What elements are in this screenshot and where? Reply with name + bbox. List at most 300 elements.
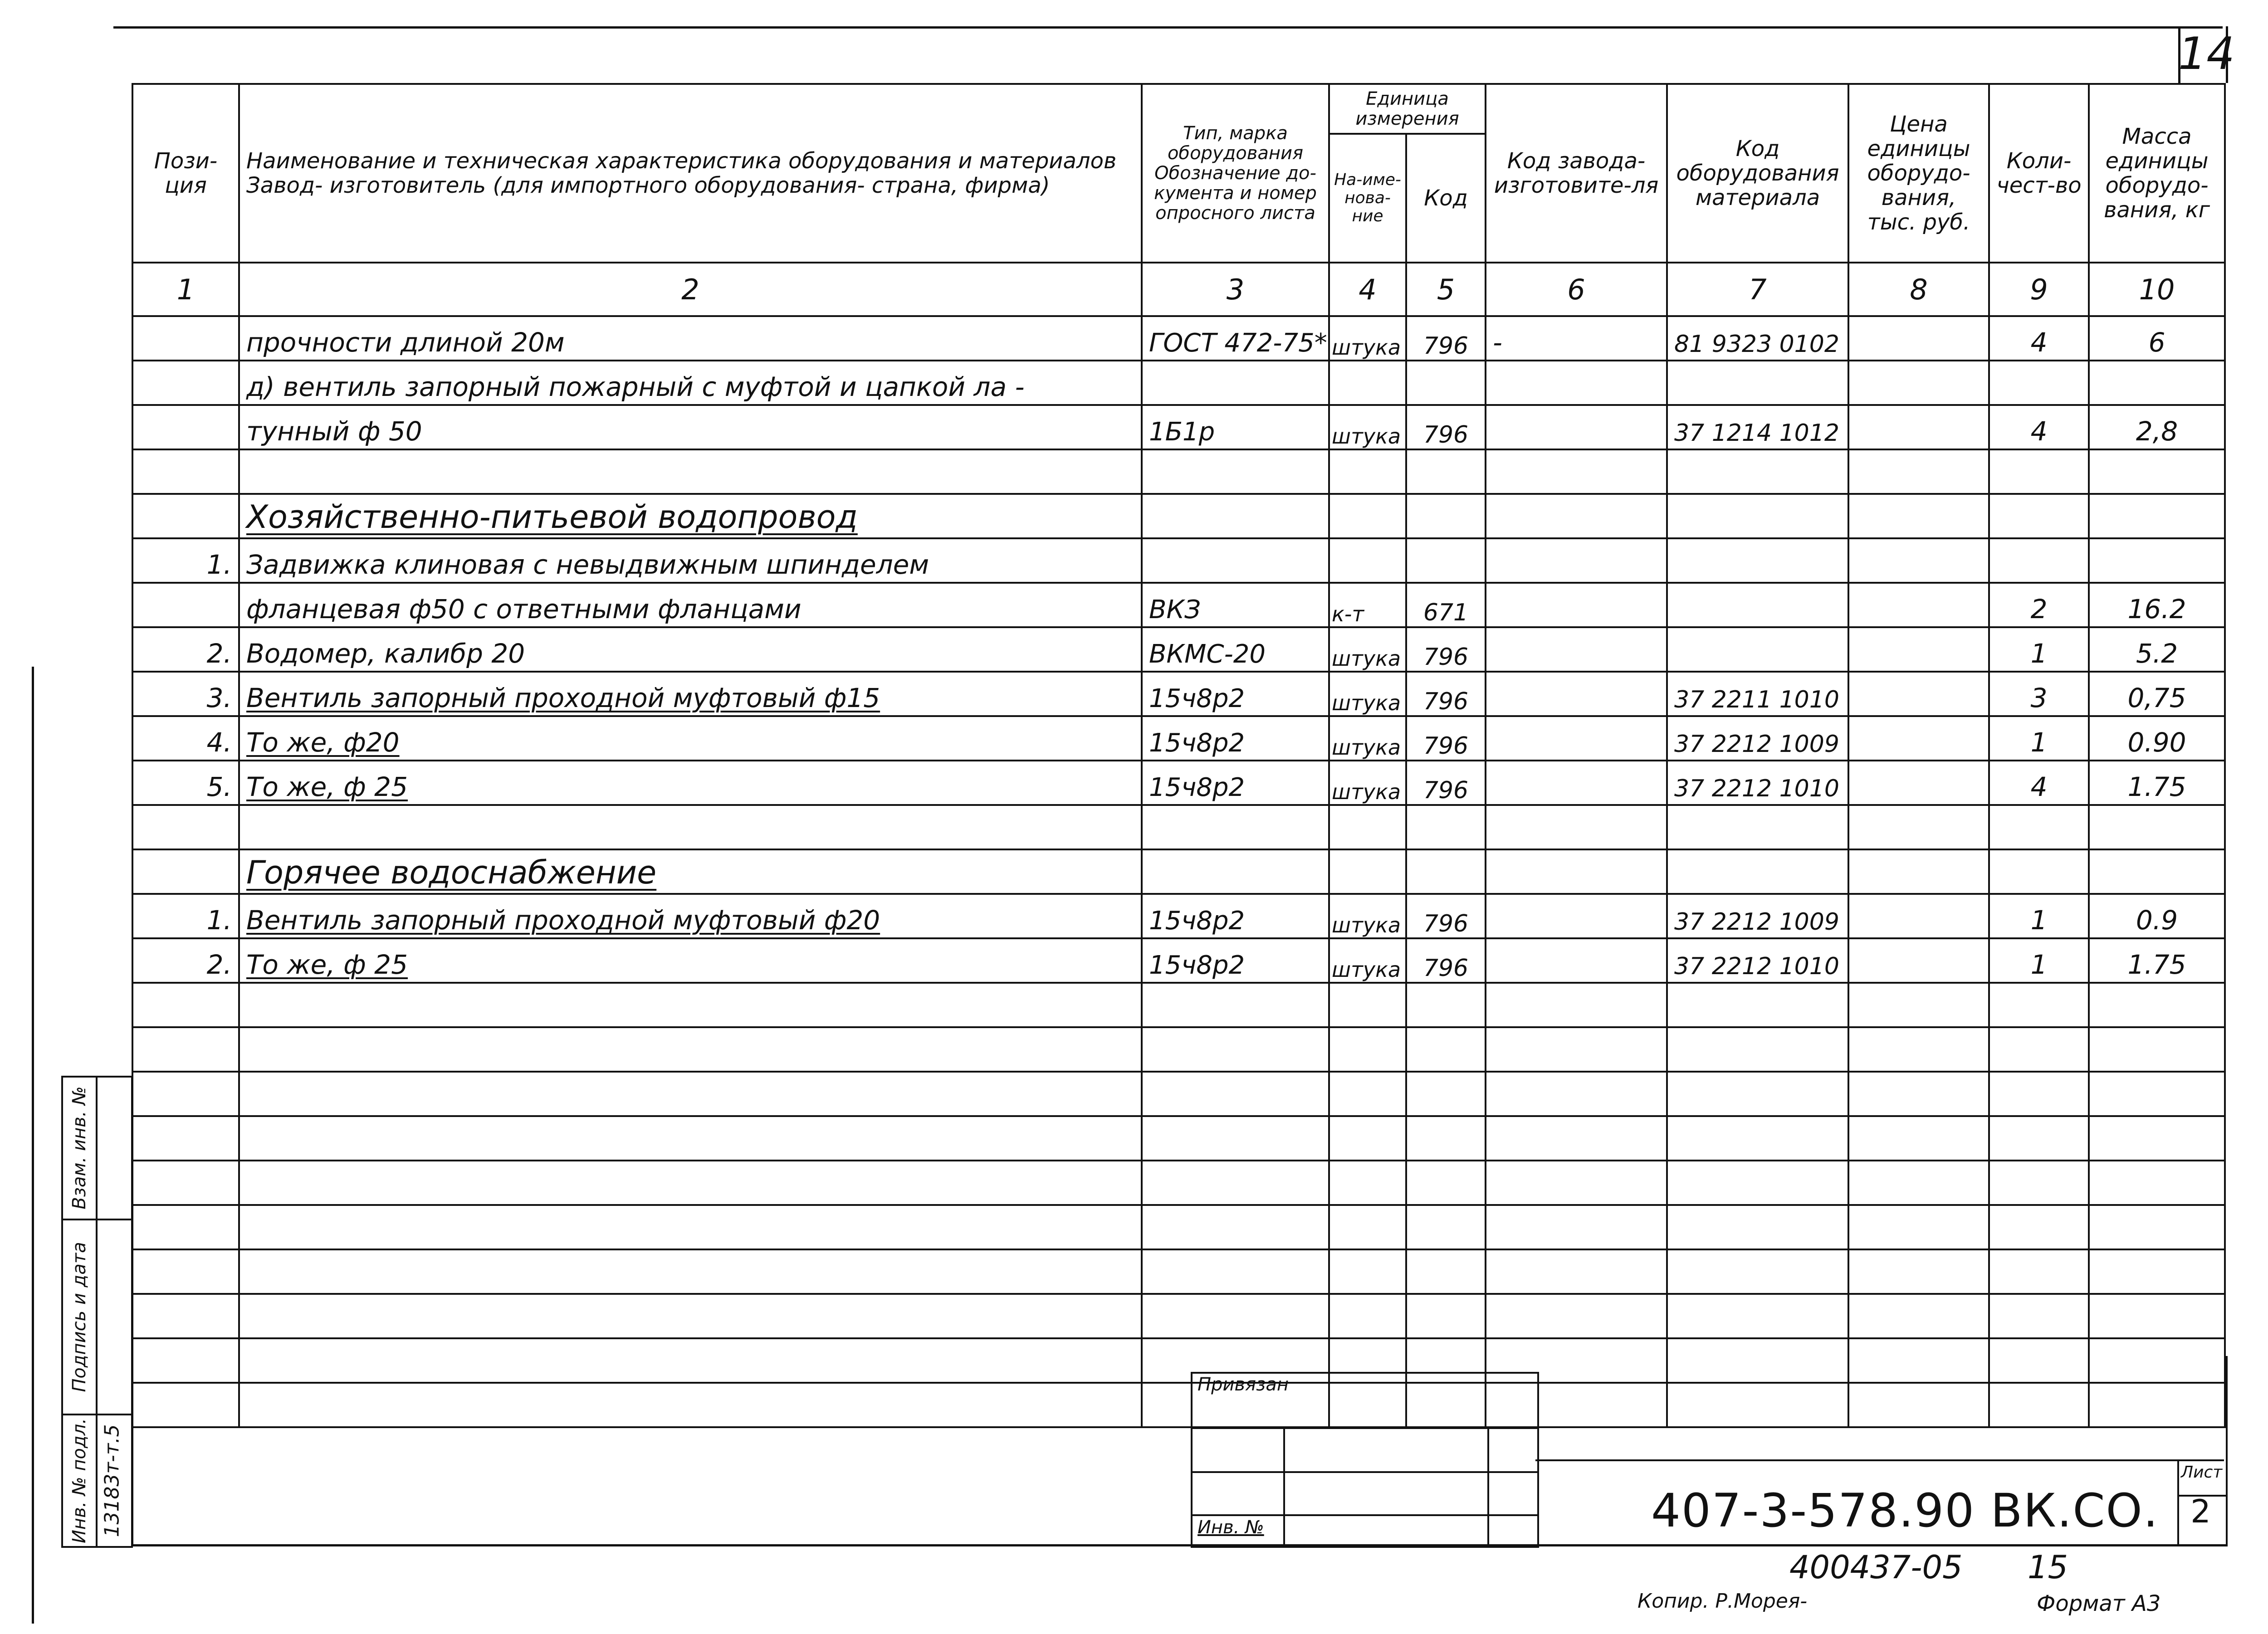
header-plant-code: Код завода-изготовите-ля <box>1486 84 1667 263</box>
qty-cell <box>1989 1116 2089 1161</box>
column-number-8: 8 <box>1848 263 1989 316</box>
price-cell <box>1848 316 1989 361</box>
specification-body <box>132 316 2225 1427</box>
plant-code-cell <box>1486 672 1667 716</box>
position-cell <box>132 405 239 449</box>
plant-code-cell <box>1486 627 1667 672</box>
plant-code-cell <box>1486 805 1667 849</box>
position-cell <box>132 1205 239 1249</box>
stamp-swap-label: Взам. инв. № <box>69 1086 90 1210</box>
plant-code-cell <box>1486 1294 1667 1338</box>
equip-code-cell <box>1667 983 1848 1027</box>
stamp-inv-cell <box>63 1414 131 1546</box>
equip-code-cell <box>1667 1205 1848 1249</box>
sheet-number: 14 <box>2178 28 2235 80</box>
name-cell: тунный ф 50 <box>239 405 1142 449</box>
unit-code-cell <box>1406 494 1486 538</box>
name-cell <box>239 1072 1142 1116</box>
mass-cell: 16.2 <box>2089 583 2225 627</box>
equip-code-cell <box>1667 538 1848 583</box>
item-name: То же, ф 25 <box>246 771 408 802</box>
table-row <box>132 938 2225 983</box>
price-cell <box>1848 538 1989 583</box>
plant-code-cell <box>1486 361 1667 405</box>
unit-name-cell: штука <box>1329 716 1406 761</box>
table-row <box>132 894 2225 938</box>
mark-cell <box>1142 805 1329 849</box>
mark-cell <box>1142 361 1329 405</box>
stamp-sign-label: Подпись и дата <box>69 1242 90 1392</box>
unit-name-cell <box>1329 1294 1406 1338</box>
privyazan-label: Привязан <box>1198 1374 1289 1395</box>
price-cell <box>1848 805 1989 849</box>
name-cell: фланцевая ф50 с ответными фланцами <box>239 583 1142 627</box>
qty-cell <box>1989 1072 2089 1116</box>
name-cell <box>239 716 1142 761</box>
stamp-swap-cell <box>63 1078 131 1219</box>
mark-cell <box>1142 849 1329 894</box>
unit-name-cell <box>1329 1161 1406 1205</box>
plant-code-cell <box>1486 716 1667 761</box>
name-cell <box>239 938 1142 983</box>
unit-code-cell <box>1406 1205 1486 1249</box>
unit-name-cell <box>1329 983 1406 1027</box>
name-cell <box>239 449 1142 494</box>
position-cell <box>132 583 239 627</box>
header-equip-code: Код оборудования материала <box>1667 84 1848 263</box>
table-row <box>132 627 2225 672</box>
header-unit-group: Единица измерения <box>1329 84 1486 134</box>
equip-code-cell: 81 9323 0102 <box>1667 316 1848 361</box>
mark-cell: ГОСТ 472-75* <box>1142 316 1329 361</box>
unit-code-cell <box>1406 538 1486 583</box>
item-name: То же, ф20 <box>246 727 400 758</box>
mass-cell <box>2089 1249 2225 1294</box>
page-number: 15 <box>2028 1549 2068 1586</box>
mass-cell <box>2089 1205 2225 1249</box>
column-number-2: 2 <box>239 263 1142 316</box>
table-row <box>132 1027 2225 1072</box>
unit-name-cell: штука <box>1329 316 1406 361</box>
qty-cell <box>1989 1161 2089 1205</box>
table-row <box>132 1116 2225 1161</box>
header-name-line2: Завод- изготовитель (для импортного оборудования- страна, фирма) <box>246 173 1050 198</box>
name-cell <box>239 494 1142 538</box>
mass-cell <box>2089 849 2225 894</box>
mark-cell <box>1142 1205 1329 1249</box>
table-row <box>132 1249 2225 1294</box>
table-row <box>132 849 2225 894</box>
price-cell <box>1848 494 1989 538</box>
header-unit-name: На-име-нова-ние <box>1329 134 1406 263</box>
mark-cell <box>1142 538 1329 583</box>
unit-name-cell <box>1329 1027 1406 1072</box>
plant-code-cell <box>1486 538 1667 583</box>
table-row <box>132 805 2225 849</box>
qty-cell <box>1989 449 2089 494</box>
unit-code-cell <box>1406 1161 1486 1205</box>
mass-cell: 0,75 <box>2089 672 2225 716</box>
price-cell <box>1848 405 1989 449</box>
stamp-sign-cell <box>63 1219 131 1414</box>
unit-name-cell: штука <box>1329 672 1406 716</box>
equip-code-cell <box>1667 627 1848 672</box>
column-number-row <box>132 263 2225 316</box>
unit-name-cell: штука <box>1329 405 1406 449</box>
equip-code-cell: 37 2211 1010 <box>1667 672 1848 716</box>
mass-cell <box>2089 538 2225 583</box>
equip-code-cell <box>1667 449 1848 494</box>
header-unit-code: Код <box>1406 134 1486 263</box>
table-row <box>132 538 2225 583</box>
price-cell <box>1848 672 1989 716</box>
mark-cell: 15ч8р2 <box>1142 672 1329 716</box>
column-number-3: 3 <box>1142 263 1329 316</box>
qty-cell: 4 <box>1989 761 2089 805</box>
price-cell <box>1848 449 1989 494</box>
equip-code-cell: 37 1214 1012 <box>1667 405 1848 449</box>
mark-cell <box>1142 983 1329 1027</box>
position-cell <box>132 361 239 405</box>
equip-code-cell <box>1667 494 1848 538</box>
plant-code-cell <box>1486 894 1667 938</box>
position-cell: 4. <box>132 716 239 761</box>
qty-cell <box>1989 494 2089 538</box>
qty-cell <box>1989 1249 2089 1294</box>
unit-code-cell: 796 <box>1406 894 1486 938</box>
unit-code-cell: 796 <box>1406 716 1486 761</box>
qty-cell: 1 <box>1989 938 2089 983</box>
qty-cell: 2 <box>1989 583 2089 627</box>
position-cell <box>132 1072 239 1116</box>
unit-code-cell: 796 <box>1406 316 1486 361</box>
table-row <box>132 1161 2225 1205</box>
position-cell <box>132 1249 239 1294</box>
position-cell <box>132 494 239 538</box>
stamp-inv-label: Инв. № подл. <box>69 1418 90 1544</box>
table-row <box>132 1072 2225 1116</box>
title-block-divider <box>1535 1459 2224 1461</box>
name-cell <box>239 1116 1142 1161</box>
item-name: Вентиль запорный проходной муфтовый ф20 <box>246 905 880 936</box>
plant-code-cell <box>1486 849 1667 894</box>
unit-name-cell <box>1329 538 1406 583</box>
sheet-top-border <box>113 26 2223 29</box>
mark-cell <box>1142 1294 1329 1338</box>
name-cell <box>239 805 1142 849</box>
unit-code-cell: 671 <box>1406 583 1486 627</box>
qty-cell: 1 <box>1989 627 2089 672</box>
equip-code-cell <box>1667 1072 1848 1116</box>
mark-cell <box>1142 1027 1329 1072</box>
table-row <box>132 361 2225 405</box>
column-number-9: 9 <box>1989 263 2089 316</box>
unit-name-cell <box>1329 1116 1406 1161</box>
name-cell: Задвижка клиновая с невыдвижным шпинделем <box>239 538 1142 583</box>
header-mark: Тип, марка оборудования Обозначение до-кумента и номер опросного листа <box>1142 84 1329 263</box>
mass-cell <box>2089 449 2225 494</box>
margin-line <box>32 667 34 1624</box>
unit-name-cell: штука <box>1329 761 1406 805</box>
plant-code-cell <box>1486 938 1667 983</box>
stamp-inv-value: 13183т-т.5 <box>100 1424 124 1537</box>
unit-code-cell <box>1406 1249 1486 1294</box>
price-cell <box>1848 894 1989 938</box>
table-row <box>132 1294 2225 1338</box>
unit-name-cell <box>1329 1205 1406 1249</box>
position-cell <box>132 449 239 494</box>
plant-code-cell <box>1486 494 1667 538</box>
qty-cell <box>1989 1027 2089 1072</box>
mark-cell: ВКЗ <box>1142 583 1329 627</box>
mass-cell: 0.9 <box>2089 894 2225 938</box>
unit-code-cell <box>1406 805 1486 849</box>
mass-cell <box>2089 1294 2225 1338</box>
position-cell <box>132 849 239 894</box>
inv-number-label: Инв. № <box>1198 1517 1264 1538</box>
qty-cell: 4 <box>1989 405 2089 449</box>
position-cell: 1. <box>132 894 239 938</box>
column-number-5: 5 <box>1406 263 1486 316</box>
mass-cell: 2,8 <box>2089 405 2225 449</box>
equip-code-cell <box>1667 1161 1848 1205</box>
position-cell: 2. <box>132 627 239 672</box>
name-cell <box>239 983 1142 1027</box>
plant-code-cell <box>1486 449 1667 494</box>
plant-code-cell <box>1486 761 1667 805</box>
unit-code-cell <box>1406 1027 1486 1072</box>
unit-name-cell <box>1329 1249 1406 1294</box>
sheet-value: 2 <box>2190 1493 2211 1530</box>
price-cell <box>1848 627 1989 672</box>
equip-code-cell: 37 2212 1009 <box>1667 716 1848 761</box>
column-number-7: 7 <box>1667 263 1848 316</box>
mass-cell: 5.2 <box>2089 627 2225 672</box>
price-cell <box>1848 1116 1989 1161</box>
table-row <box>132 672 2225 716</box>
qty-cell <box>1989 849 2089 894</box>
header-mass: Масса единицы оборудо-вания, кг <box>2089 84 2225 263</box>
position-cell: 5. <box>132 761 239 805</box>
unit-code-cell <box>1406 983 1486 1027</box>
unit-name-cell <box>1329 449 1406 494</box>
name-cell <box>239 761 1142 805</box>
column-number-1: 1 <box>132 263 239 316</box>
price-cell <box>1848 361 1989 405</box>
unit-code-cell: 796 <box>1406 627 1486 672</box>
unit-name-cell: штука <box>1329 938 1406 983</box>
mass-cell <box>2089 1116 2225 1161</box>
price-cell <box>1848 1027 1989 1072</box>
mark-cell <box>1142 449 1329 494</box>
plant-code-cell <box>1486 1116 1667 1161</box>
mass-cell <box>2089 1027 2225 1072</box>
price-cell <box>1848 849 1989 894</box>
mark-cell <box>1142 1116 1329 1161</box>
plant-code-cell <box>1486 1161 1667 1205</box>
mark-cell <box>1142 1161 1329 1205</box>
section-title: Горячее водоснабжение <box>246 854 657 891</box>
position-cell: 1. <box>132 538 239 583</box>
price-cell <box>1848 938 1989 983</box>
unit-name-cell <box>1329 849 1406 894</box>
qty-cell <box>1989 1294 2089 1338</box>
price-cell <box>1848 1249 1989 1294</box>
price-cell <box>1848 1161 1989 1205</box>
equip-code-cell: 37 2212 1010 <box>1667 761 1848 805</box>
price-cell <box>1848 583 1989 627</box>
equip-code-cell: 37 2212 1009 <box>1667 894 1848 938</box>
mass-cell: 6 <box>2089 316 2225 361</box>
position-cell <box>132 316 239 361</box>
table-row <box>132 494 2225 538</box>
column-number-10: 10 <box>2089 263 2225 316</box>
qty-cell <box>1989 983 2089 1027</box>
mass-cell <box>2089 361 2225 405</box>
price-cell <box>1848 1294 1989 1338</box>
unit-name-cell <box>1329 361 1406 405</box>
position-cell: 3. <box>132 672 239 716</box>
header-qty: Коли-чест-во <box>1989 84 2089 263</box>
table-row <box>132 583 2225 627</box>
name-cell: прочности длиной 20м <box>239 316 1142 361</box>
name-cell <box>239 1294 1142 1338</box>
qty-cell <box>1989 361 2089 405</box>
name-cell <box>239 1205 1142 1249</box>
price-cell <box>1848 1072 1989 1116</box>
table-row <box>132 449 2225 494</box>
table-row <box>132 316 2225 361</box>
unit-code-cell: 796 <box>1406 761 1486 805</box>
mark-cell: 15ч8р2 <box>1142 716 1329 761</box>
position-cell: 2. <box>132 938 239 983</box>
name-cell <box>239 1161 1142 1205</box>
plant-code-cell <box>1486 1072 1667 1116</box>
table-row <box>132 405 2225 449</box>
mass-cell <box>2089 1072 2225 1116</box>
unit-code-cell: 796 <box>1406 938 1486 983</box>
sheet-label: Лист <box>2181 1463 2223 1482</box>
name-cell: д) вентиль запорный пожарный с муфтой и цапкой ла - <box>239 361 1142 405</box>
copied-by: Копир. Р.Морея- <box>1637 1590 1808 1613</box>
qty-cell: 1 <box>1989 716 2089 761</box>
qty-cell <box>1989 538 2089 583</box>
position-cell <box>132 1294 239 1338</box>
equip-code-cell <box>1667 583 1848 627</box>
paper-format: Формат А3 <box>2037 1591 2161 1616</box>
position-cell <box>132 805 239 849</box>
name-cell <box>239 894 1142 938</box>
price-cell <box>1848 761 1989 805</box>
table-row <box>132 761 2225 805</box>
mass-cell: 1.75 <box>2089 761 2225 805</box>
header-name-line1: Наименование и техническая характеристика оборудования и материалов <box>246 148 1117 174</box>
plant-code-cell <box>1486 983 1667 1027</box>
unit-name-cell: к-т <box>1329 583 1406 627</box>
item-name: То же, ф 25 <box>246 949 408 980</box>
unit-code-cell: 796 <box>1406 405 1486 449</box>
table-row <box>132 716 2225 761</box>
equip-code-cell <box>1667 1294 1848 1338</box>
mark-cell: ВКМС-20 <box>1142 627 1329 672</box>
mass-cell <box>2089 805 2225 849</box>
price-cell <box>1848 716 1989 761</box>
qty-cell <box>1989 1205 2089 1249</box>
unit-code-cell <box>1406 1116 1486 1161</box>
equip-code-cell <box>1667 849 1848 894</box>
unit-code-cell <box>1406 361 1486 405</box>
table-row <box>132 983 2225 1027</box>
equip-code-cell <box>1667 1116 1848 1161</box>
unit-code-cell <box>1406 849 1486 894</box>
equip-code-cell: 37 2212 1010 <box>1667 938 1848 983</box>
item-name: Вентиль запорный проходной муфтовый ф15 <box>246 683 880 713</box>
mark-cell <box>1142 1249 1329 1294</box>
mark-cell: 1Б1р <box>1142 405 1329 449</box>
header-row-top <box>132 84 2225 134</box>
unit-code-cell: 796 <box>1406 672 1486 716</box>
column-number-6: 6 <box>1486 263 1667 316</box>
plant-code-cell <box>1486 405 1667 449</box>
equip-code-cell <box>1667 1249 1848 1294</box>
equip-code-cell <box>1667 1027 1848 1072</box>
position-cell <box>132 1116 239 1161</box>
unit-name-cell: штука <box>1329 894 1406 938</box>
document-code: 407-3-578.90 ВК.СО. <box>1651 1484 2159 1538</box>
unit-name-cell <box>1329 1072 1406 1116</box>
qty-cell: 1 <box>1989 894 2089 938</box>
header-position: Пози-ция <box>132 84 239 263</box>
mark-cell <box>1142 494 1329 538</box>
mass-cell <box>2089 983 2225 1027</box>
name-cell <box>239 672 1142 716</box>
position-cell <box>132 983 239 1027</box>
plant-code-cell <box>1486 1249 1667 1294</box>
plant-code-cell <box>1486 1205 1667 1249</box>
unit-code-cell <box>1406 1294 1486 1338</box>
name-cell: Водомер, калибр 20 <box>239 627 1142 672</box>
specification-table <box>132 83 2226 1428</box>
position-cell <box>132 1161 239 1205</box>
price-cell <box>1848 983 1989 1027</box>
equip-code-cell <box>1667 361 1848 405</box>
qty-cell: 4 <box>1989 316 2089 361</box>
qty-cell <box>1989 805 2089 849</box>
column-number-4: 4 <box>1329 263 1406 316</box>
unit-code-cell <box>1406 1072 1486 1116</box>
name-cell <box>239 849 1142 894</box>
unit-name-cell <box>1329 494 1406 538</box>
table-row <box>132 1205 2225 1249</box>
mark-cell: 15ч8р2 <box>1142 761 1329 805</box>
position-cell <box>132 1027 239 1072</box>
archive-number: 400437-05 <box>1789 1549 1963 1586</box>
header-price: Цена единицы оборудо-вания, тыс. руб. <box>1848 84 1989 263</box>
mark-cell: 15ч8р2 <box>1142 894 1329 938</box>
mass-cell: 0.90 <box>2089 716 2225 761</box>
name-cell <box>239 1027 1142 1072</box>
plant-code-cell <box>1486 1027 1667 1072</box>
unit-code-cell <box>1406 449 1486 494</box>
price-cell <box>1848 1205 1989 1249</box>
equip-code-cell <box>1667 805 1848 849</box>
qty-cell: 3 <box>1989 672 2089 716</box>
name-cell <box>239 1249 1142 1294</box>
mass-cell <box>2089 1161 2225 1205</box>
section-title: Хозяйственно-питьевой водопровод <box>246 498 858 536</box>
unit-name-cell: штука <box>1329 627 1406 672</box>
header-name <box>239 84 1142 263</box>
